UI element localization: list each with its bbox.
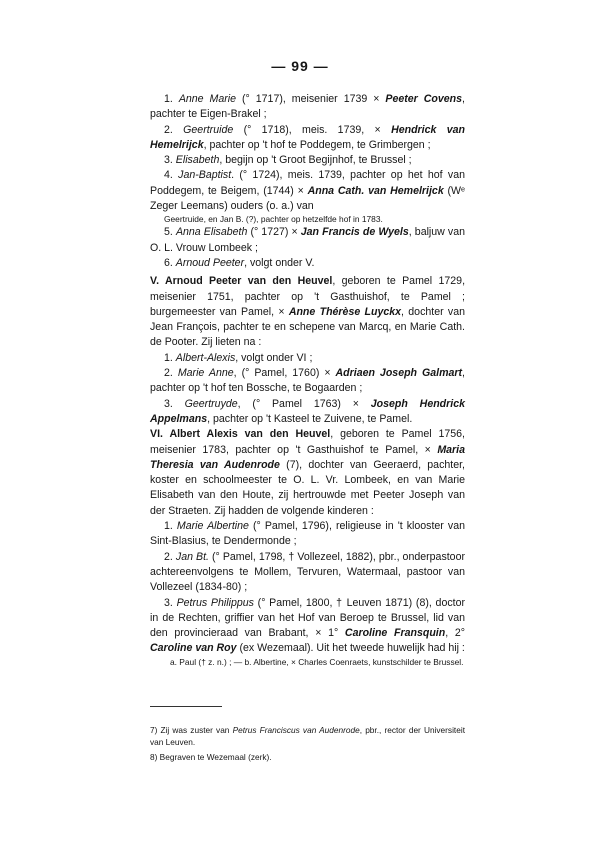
spouse-name: Caroline Fransquin [344, 627, 446, 640]
list-item: 2. Jan Bt. (° Pamel, 1798, † Vollezeel, 1882), pbr., onderpastoor achtereenvolgens te Mollem, Tervuren, Watermaal, pastoor van Vollezeel (1834-80) ; [150, 550, 465, 594]
spouse-name: Adriaen Joseph Galmart [335, 367, 463, 380]
page-number: — 99 — [271, 58, 329, 74]
spouse-name: Hendrick van Hemelrijck [150, 123, 465, 151]
person-name: Elisabeth [175, 154, 220, 167]
list-item: 3. Petrus Philippus (° Pamel, 1800, † Leuven 1871) (8), doctor in de Rechten, griffier van het Hof van Beroep te Brussel, lid van den provincieraad van Brabant, × 1° Caroline Fransquin, 2° Caroline van Roy (ex Wezemaal). Uit het tweede huwelijk had hij : [150, 596, 465, 655]
person-name: Marie Anne [177, 367, 234, 380]
list-item: 2. Geertruide (° 1718), meis. 1739, × Hendrick van Hemelrijck, pachter op 't hof te Poddegem, te Grimbergen ; [150, 123, 465, 151]
spouse-name: Maria Theresia van Audenrode [150, 443, 465, 471]
spouse-name: Jan Francis de Wyels [300, 226, 409, 239]
spouse-name: Anne Thérèse Luyckx [288, 305, 402, 318]
person-name: Arnoud Peeter [175, 256, 245, 269]
list-item: 3. Geertruyde, (° Pamel 1763) × Joseph Hendrick Appelmans, pachter op 't Kasteel te Zuivene, te Pamel. [150, 397, 466, 425]
spouse-name: Anna Cath. van Hemelrijck [307, 184, 444, 197]
list-item: 4. Jan-Baptist. (° 1724), meis. 1739, pachter op het hof van Poddegem, te Beigem, (1744) × Anna Cath. van Hemelrijck (Wᵉ Zeger Leemans) ouders (o. a.) van [150, 169, 465, 213]
spouse-name: Peeter Covens [385, 93, 463, 105]
person-name: Jan Bt. [175, 550, 209, 563]
list-item: 1. Marie Albertine (° Pamel, 1796), religieuse in 't klooster van Sint-Blasius, te Dendermonde ; [150, 520, 465, 548]
section-vi: VI. Albert Alexis van den Heuvel, geboren te Pamel 1756, meisenier 1783, pachter op 't Gasthuishof te Pamel, × Maria Theresia van Audenrode (7), dochter van Geeraerd, pachter, koster en schoolmeester te O. L. Vr. Lombeek, en van Marie Elisabeth van den Houte, zij hertrouwde met Peeter Joseph van der Straeten. Zij hadden de volgende kinderen : [150, 428, 466, 517]
person-name: Jan-Baptist [178, 169, 232, 182]
person-name: Geertruyde [184, 397, 238, 410]
person-name: Anna Elisabeth [175, 226, 248, 239]
list-item: 2. Marie Anne, (° Pamel, 1760) × Adriaen Joseph Galmart, pachter op 't hof ten Bossche, te Bogaarden ; [150, 367, 465, 395]
list-item: 6. Arnoud Peeter, volgt onder V. [164, 256, 315, 269]
person-name: Albert-Alexis [175, 351, 236, 364]
spouse-name: Joseph Hendrick Appelmans [150, 397, 466, 425]
section-heading-name: Arnoud Peeter van den Heuvel [165, 275, 333, 288]
section-heading-name: Albert Alexis van den Heuvel [169, 428, 331, 441]
footnote-8: 8) Begraven te Wezemaal (zerk). [150, 752, 272, 763]
person-name: Marie Albertine [176, 520, 249, 533]
spouse-name: Caroline van Roy [150, 642, 237, 655]
children-note: Geertruide, en Jan B. (?), pachter op hetzelfde hof in 1783. [164, 214, 383, 225]
person-name: Petrus Philippus [176, 596, 254, 609]
person-name: Geertruide [183, 123, 234, 136]
list-item: 1. Albert-Alexis, volgt onder VI ; [164, 351, 313, 364]
grandchildren-note: a. Paul († z. n.) ; — b. Albertine, × Charles Coenraets, kunstschilder te Brussel. [170, 656, 464, 667]
list-item: 5. Anna Elisabeth (° 1727) × Jan Francis de Wyels, baljuw van O. L. Vrouw Lombeek ; [150, 226, 466, 254]
footnote-7: 7) Zij was zuster van Petrus Franciscus van Audenrode, pbr., rector der Universiteit van Leuven. [150, 725, 465, 747]
list-item: 3. Elisabeth, begijn op 't Groot Begijnhof, te Brussel ; [164, 154, 412, 167]
footnote-divider [150, 706, 222, 707]
list-item: 1. Anne Marie (° 1717), meisenier 1739 × Peeter Covens, pachter te Eigen-Brakel ; [150, 93, 465, 121]
person-name: Anne Marie [178, 93, 237, 105]
section-v: V. Arnoud Peeter van den Heuvel, geboren te Pamel 1729, meisenier 1751, pachter op 't Gasthuishof, te Pamel ; burgemeester van Pamel, × Anne Thérèse Luyckx, dochter van Jean François, pachter te en schepene van Marcq, en Marie Cath. de Pooter. Zij lieten na : [150, 275, 466, 349]
page-body [150, 92, 465, 668]
